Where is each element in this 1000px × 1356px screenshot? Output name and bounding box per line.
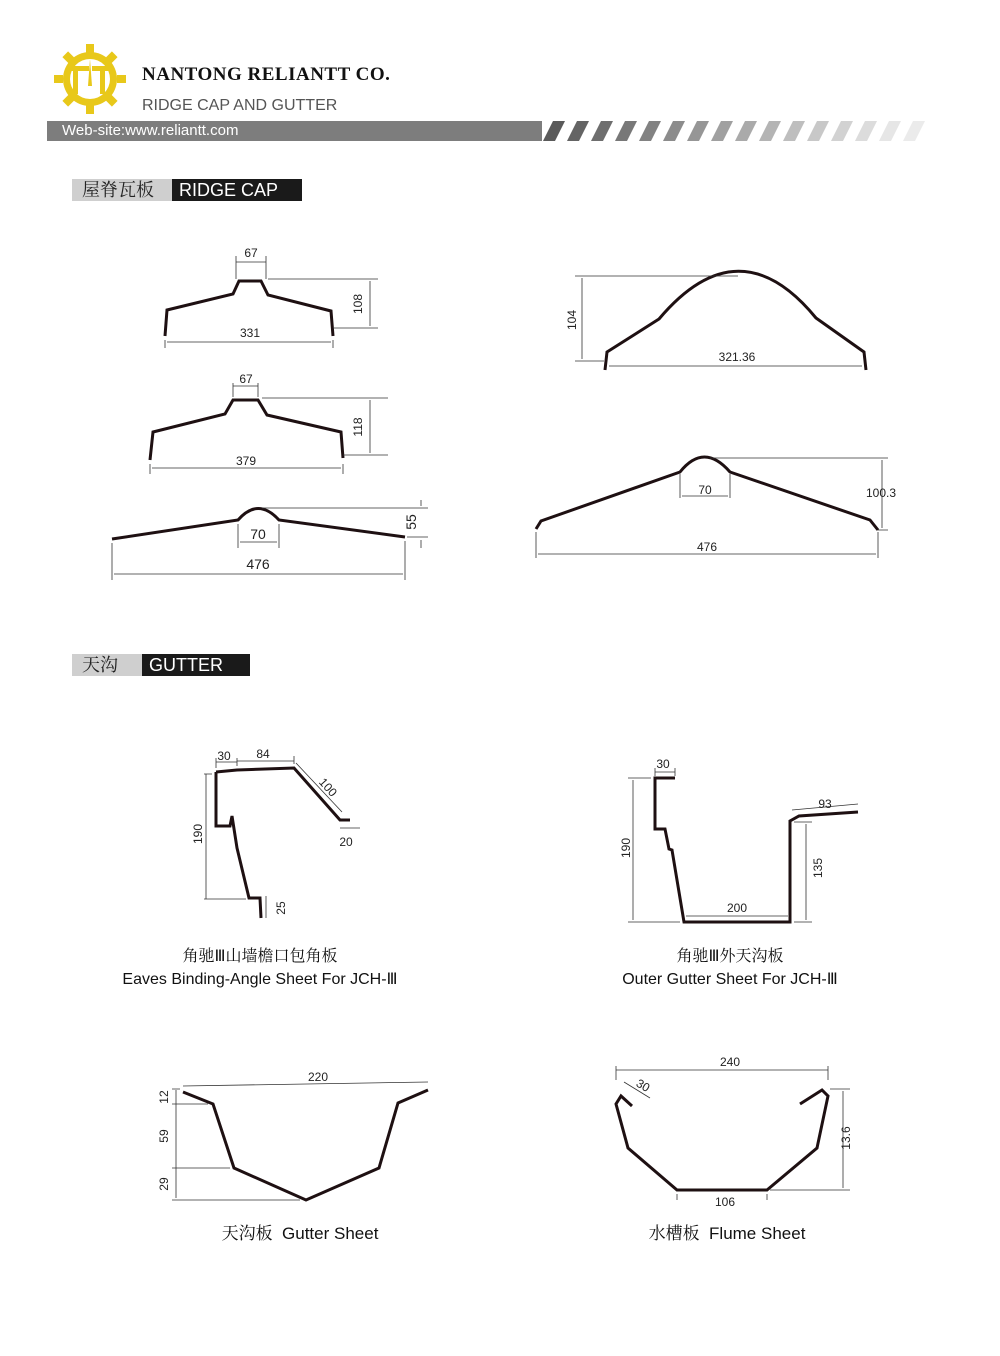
stripe-mark	[735, 121, 757, 141]
dim-a-top: 67	[244, 246, 258, 260]
dim-gutter-220: 220	[307, 1070, 329, 1084]
stripe-mark	[543, 121, 565, 141]
stripe-mark	[879, 121, 901, 141]
dim-flume-240: 240	[719, 1055, 741, 1069]
dim-eaves-100: 100	[316, 775, 340, 800]
stripe-mark	[663, 121, 685, 141]
ridge-cap-profile-d	[565, 271, 866, 370]
dim-flume-30: 30	[633, 1076, 653, 1095]
outer-gutter-caption-en: Outer Gutter Sheet For JCH-Ⅲ	[622, 971, 838, 988]
ridge-cap-label-cn: 屋脊瓦板	[72, 179, 172, 201]
gutter-sheet-caption-cn: 天沟板	[221, 1224, 273, 1243]
dim-outer-93: 93	[818, 797, 832, 811]
stripe-mark	[903, 121, 925, 141]
gutter-sheet-caption	[100, 1219, 500, 1244]
dim-eaves-25: 25	[274, 901, 288, 915]
stripe-mark	[855, 121, 877, 141]
dim-a-width: 331	[239, 326, 261, 340]
dim-gutter-59: 59	[157, 1129, 171, 1143]
eaves-caption-en: Eaves Binding-Angle Sheet For JCH-Ⅲ	[122, 971, 398, 988]
dim-outer-200: 200	[726, 901, 748, 915]
dim-eaves-20: 20	[339, 835, 353, 849]
dim-eaves-30: 30	[217, 749, 231, 763]
outer-gutter-drawing	[619, 757, 858, 922]
dim-gutter-12: 12	[157, 1090, 171, 1104]
dim-b-width: 379	[235, 454, 257, 468]
company-name: NANTONG RELIANTT CO.	[142, 64, 391, 85]
eaves-binding-angle-drawing	[191, 747, 360, 918]
dim-eaves-190: 190	[191, 823, 205, 845]
dim-e-height: 100.3	[866, 486, 897, 500]
flume-sheet-drawing	[616, 1055, 853, 1209]
gutter-label-cn: 天沟	[72, 654, 142, 676]
dim-c-arc: 70	[250, 526, 266, 542]
stripe-mark	[711, 121, 733, 141]
stripe-mark	[639, 121, 661, 141]
stripe-decoration	[535, 121, 935, 141]
dim-d-height: 104	[565, 309, 579, 331]
ridge-cap-profile-c	[112, 500, 428, 580]
outer-gutter-caption-cn: 角驰Ⅲ外天沟板	[676, 948, 784, 965]
dim-flume-13-6: 13.6	[839, 1126, 853, 1150]
ridge-cap-profile-b	[150, 372, 388, 474]
gutter-label-en: GUTTER	[142, 654, 250, 676]
stripe-mark	[831, 121, 853, 141]
eaves-caption-cn: 角驰Ⅲ山墙檐口包角板	[182, 948, 338, 965]
dim-e-arc: 70	[698, 483, 712, 497]
stripe-mark	[567, 121, 589, 141]
flume-sheet-caption-cn: 水槽板	[648, 1224, 700, 1243]
dim-gutter-29: 29	[157, 1177, 171, 1191]
dim-outer-135: 135	[811, 857, 825, 879]
dim-e-width: 476	[696, 540, 718, 554]
dim-d-width: 321.36	[718, 350, 756, 364]
dim-outer-190: 190	[619, 837, 633, 859]
stripe-mark	[759, 121, 781, 141]
dim-a-height: 108	[351, 293, 365, 315]
stripe-mark	[783, 121, 805, 141]
dim-eaves-84: 84	[256, 747, 270, 761]
dim-b-height: 118	[351, 417, 365, 437]
stripe-mark	[807, 121, 829, 141]
gutter-sheet-caption-en: Gutter Sheet	[282, 1224, 379, 1243]
ridge-cap-profile-a	[165, 246, 378, 348]
dim-c-width: 476	[246, 556, 270, 572]
website-link[interactable]: Web-site:www.reliantt.com	[62, 122, 239, 139]
dim-c-height: 55	[403, 514, 419, 530]
dim-flume-106: 106	[714, 1195, 736, 1209]
gear-rt-logo-icon	[52, 42, 128, 114]
stripe-mark	[591, 121, 613, 141]
ridge-cap-drawings	[0, 230, 1000, 610]
stripe-mark	[615, 121, 637, 141]
dim-outer-30: 30	[656, 757, 670, 771]
flume-sheet-caption-en: Flume Sheet	[709, 1224, 806, 1243]
page-subtitle: RIDGE CAP AND GUTTER	[142, 97, 338, 114]
stripe-mark	[687, 121, 709, 141]
ridge-cap-profile-e	[536, 457, 896, 558]
flume-sheet-caption	[527, 1219, 927, 1244]
ridge-cap-label-en: RIDGE CAP	[172, 179, 302, 201]
gutter-sheet-drawing	[157, 1070, 428, 1200]
dim-b-top: 67	[239, 372, 253, 386]
